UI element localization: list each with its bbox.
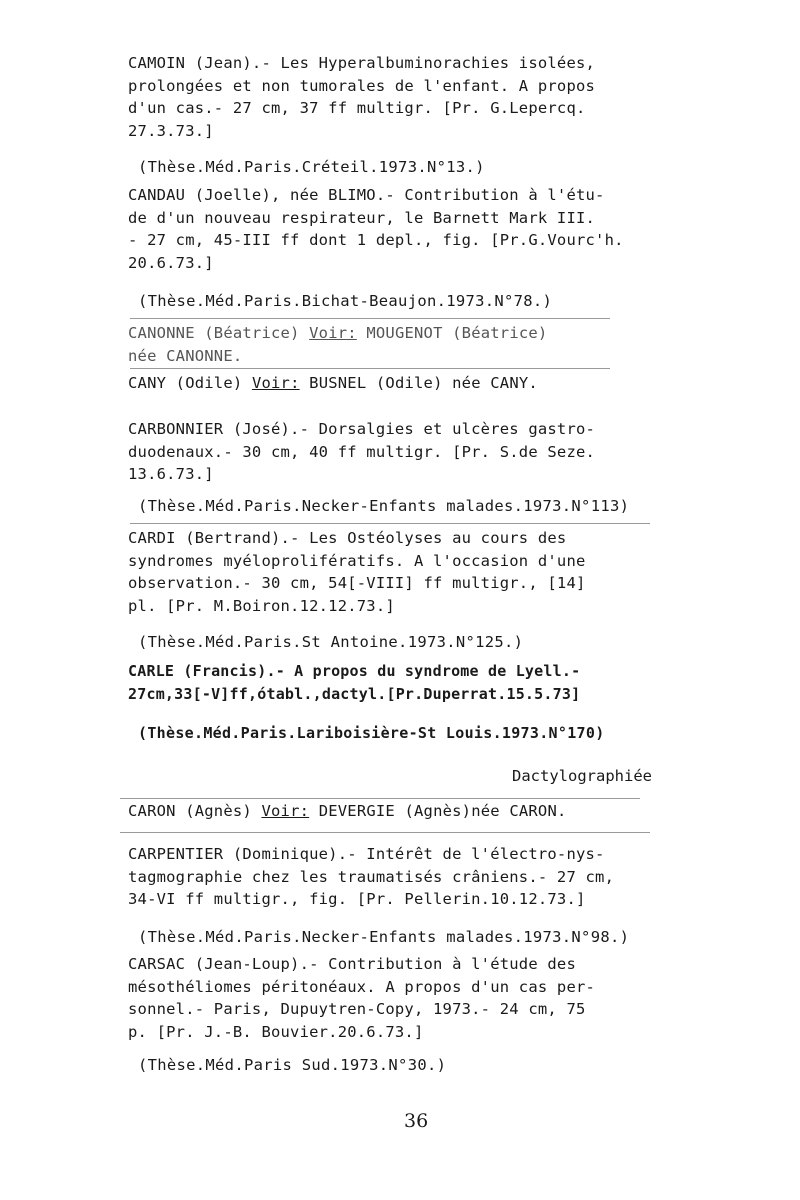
entry-line: née CANONNE. [128, 346, 243, 365]
entry-line: 27cm,33[-V]ff,ótabl.,dactyl.[Pr.Duperrat.15.5.73] [128, 684, 581, 703]
cross-reference-canonne [128, 322, 688, 367]
entry-line: sonnel.- Paris, Dupuytren-Copy, 1973.- 24 cm, 75 [128, 1000, 586, 1018]
entry-line: CARPENTIER (Dominique).- Intérêt de l'électro-nys- [128, 845, 605, 863]
thesis-note: (Thèse.Méd.Paris.Lariboisière-St Louis.1973.N°170) [138, 724, 605, 742]
thesis-note: (Thèse.Méd.Paris.Bichat-Beaujon.1973.N°78.) [138, 292, 553, 310]
entry-line: p. [Pr. J.-B. Bouvier.20.6.73.] [128, 1022, 424, 1041]
thesis-note: (Thèse.Méd.Paris.St Antoine.1973.N°125.) [138, 633, 524, 651]
entry-line: CARLE (Francis).- A propos du syndrome de Lyell.- [128, 662, 581, 680]
catalog-entry-cardi [128, 527, 688, 617]
entry-line: CANDAU (Joelle), née BLIMO.- Contribution à l'étu- [128, 186, 605, 204]
entry-line: 27.3.73.] [128, 121, 214, 140]
catalog-entry-carsac [128, 953, 688, 1043]
entry-line: - 27 cm, 45-III ff dont 1 depl., fig. [Pr.G.Vourc'h. [128, 231, 624, 249]
entry-line: de d'un nouveau respirateur, le Barnett Mark III. [128, 208, 596, 227]
divider [120, 832, 650, 833]
catalog-entry-carle [128, 660, 688, 705]
catalog-entry-carpentier [128, 843, 688, 911]
entry-line: 20.6.73.] [128, 253, 214, 272]
entry-line: 13.6.73.] [128, 465, 214, 483]
catalog-entry-candau [128, 184, 688, 274]
divider [120, 798, 640, 799]
divider [130, 368, 610, 369]
entry-heading: CANONNE (Béatrice) [128, 324, 300, 342]
entry-line: CARDI (Bertrand).- Les Ostéolyses au cours des [128, 529, 567, 547]
divider [130, 318, 610, 319]
thesis-note: (Thèse.Méd.Paris.Necker-Enfants malades.1973.N°98.) [138, 928, 630, 946]
see-target: MOUGENOT (Béatrice) [366, 324, 548, 342]
entry-heading: CARON (Agnès) [128, 802, 252, 820]
page-number: 36 [404, 1110, 429, 1132]
thesis-note: (Thèse.Méd.Paris Sud.1973.N°30.) [138, 1056, 447, 1074]
entry-line: prolongées et non tumorales de l'enfant. A propos [128, 76, 596, 95]
see-target: DEVERGIE (Agnès)née CARON. [318, 802, 567, 820]
entry-line: CAMOIN (Jean).- Les Hyperalbuminorachies isolées, [128, 54, 596, 72]
entry-line: 34-VI ff multigr., fig. [Pr. Pellerin.10.12.73.] [128, 890, 586, 908]
see-label: Voir: [251, 374, 300, 392]
divider [130, 523, 650, 524]
thesis-note: (Thèse.Méd.Paris.Créteil.1973.N°13.) [138, 158, 485, 176]
entry-line: tagmographie chez les traumatisés crâniens.- 27 cm, [128, 867, 615, 886]
see-label: Voir: [309, 324, 357, 342]
entry-line: duodenaux.- 30 cm, 40 ff multigr. [Pr. S.de Seze. [128, 442, 596, 461]
entry-heading: CANY (Odile) [128, 374, 243, 392]
entry-line: d'un cas.- 27 cm, 37 ff multigr. [Pr. G.Lepercq. [128, 99, 586, 117]
cross-reference-cany [128, 372, 688, 395]
entry-line: mésothéliomes péritonéaux. A propos d'un cas per- [128, 977, 596, 996]
entry-line: CARSAC (Jean-Loup).- Contribution à l'étude des [128, 955, 576, 973]
entry-line: syndromes myéloprolifératifs. A l'occasion d'une [128, 551, 586, 570]
see-label: Voir: [261, 802, 310, 820]
typescript-note: Dactylographiée [512, 767, 652, 785]
thesis-note: (Thèse.Méd.Paris.Necker-Enfants malades.1973.N°113) [138, 497, 630, 515]
entry-line: pl. [Pr. M.Boiron.12.12.73.] [128, 596, 395, 615]
cross-reference-caron [128, 800, 688, 823]
catalog-entry-carbonnier [128, 418, 688, 486]
entry-line: observation.- 30 cm, 54[-VIII] ff multigr., [14] [128, 574, 586, 592]
catalog-entry-camoin [128, 52, 688, 142]
see-target: BUSNEL (Odile) née CANY. [309, 374, 538, 392]
entry-line: CARBONNIER (José).- Dorsalgies et ulcères gastro- [128, 420, 596, 438]
